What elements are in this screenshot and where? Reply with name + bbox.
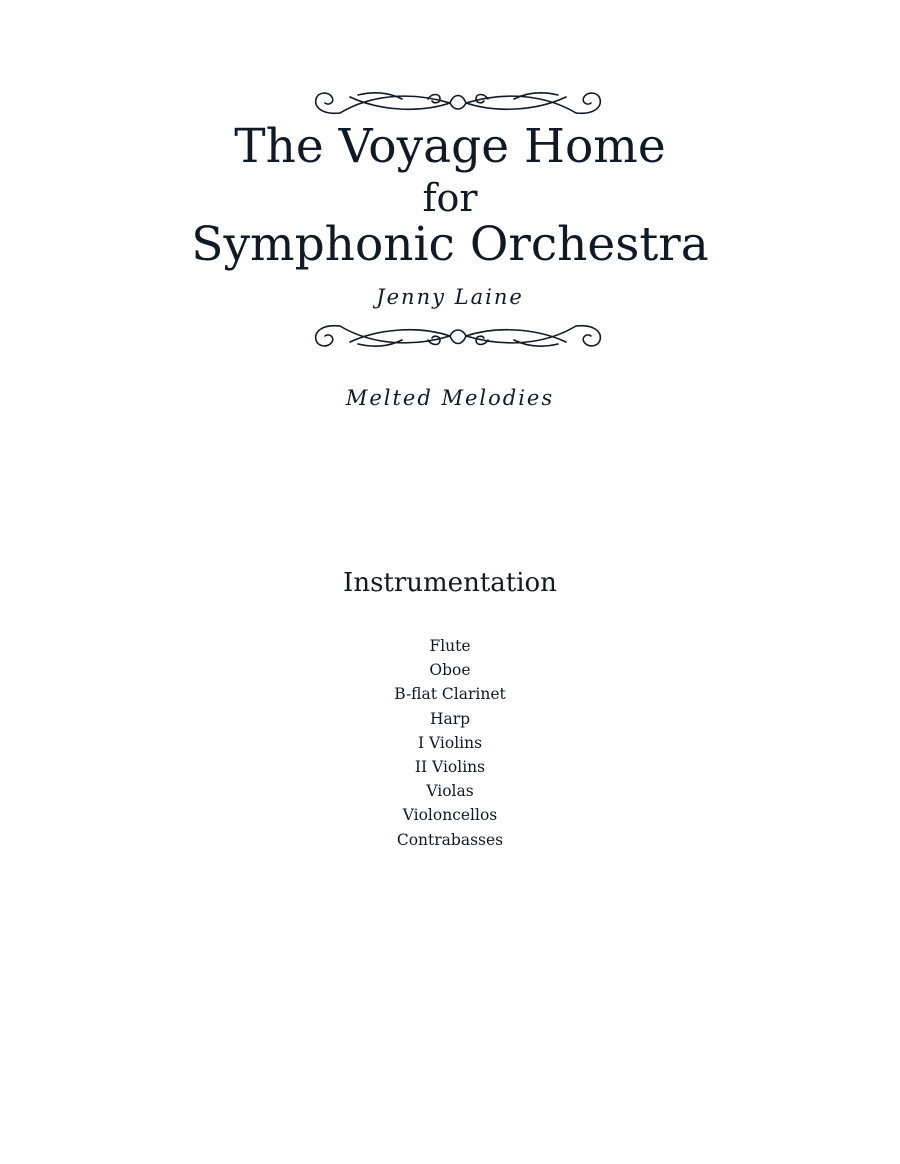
publisher-name: Melted Melodies xyxy=(345,386,555,410)
title-line-3: Symphonic Orchestra xyxy=(191,217,709,272)
instrument-item: Oboe xyxy=(429,661,471,680)
instrumentation-heading: Instrumentation xyxy=(343,568,557,598)
top-flourish-icon xyxy=(310,89,606,119)
composer-name: Jenny Laine xyxy=(376,285,524,309)
instrument-item: Contrabasses xyxy=(396,830,504,849)
instrument-item: Flute xyxy=(429,637,471,655)
bottom-flourish-icon xyxy=(310,320,606,350)
instrument-item: I Violins xyxy=(417,733,483,752)
instrument-item: II Violins xyxy=(414,757,486,776)
instrument-item: B-flat Clarinet xyxy=(394,685,506,704)
title-line-1: The Voyage Home xyxy=(234,119,666,174)
instrument-item: Harp xyxy=(429,709,471,728)
instrument-item: Violas xyxy=(426,782,474,801)
instrumentation-list xyxy=(0,634,900,852)
title-line-2: for xyxy=(422,176,478,220)
instrument-item: Violoncellos xyxy=(402,806,498,825)
